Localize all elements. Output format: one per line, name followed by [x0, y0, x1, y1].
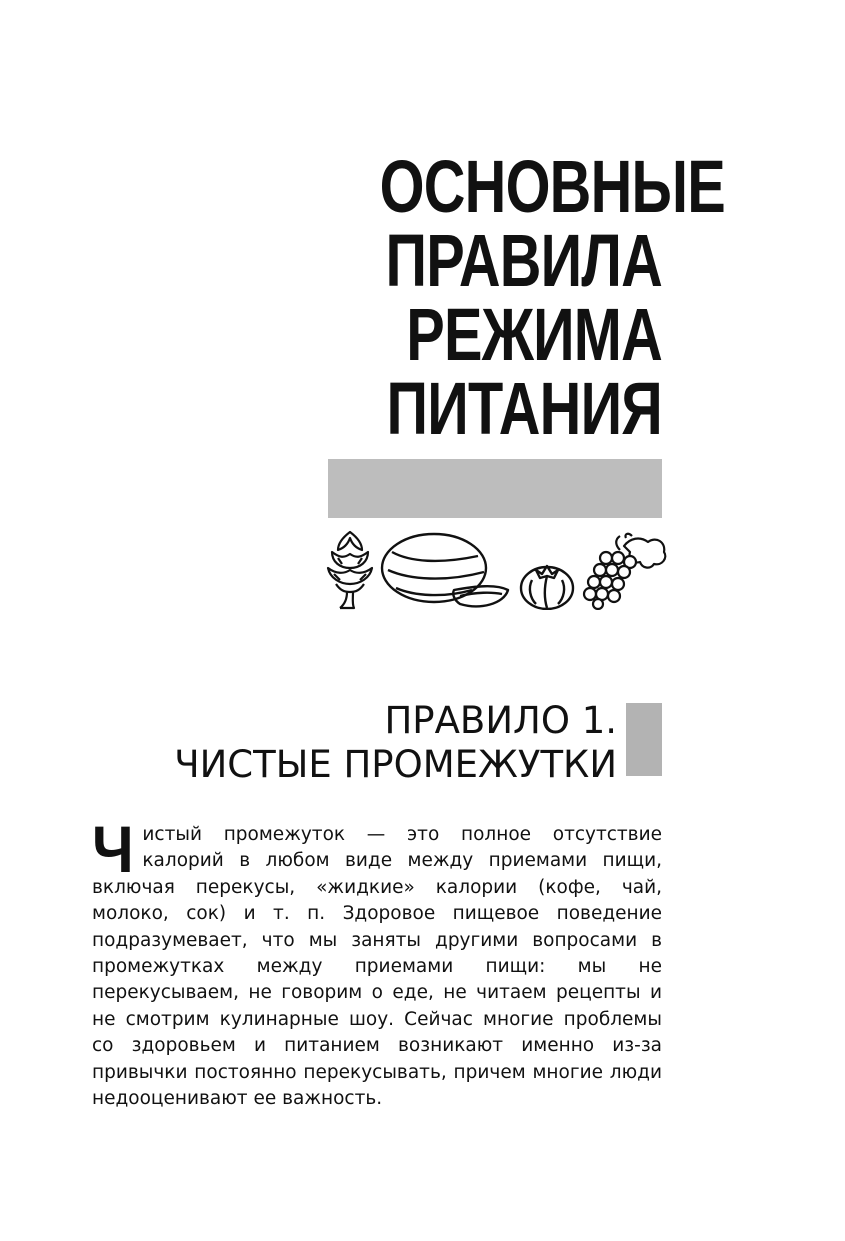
- chapter-title: [300, 145, 725, 450]
- paragraph-text: истый промежуток — это полное отсутствие калорий в любом виде между приемами пищи, включая перекусы, «жидкие» калории (кофе, чай, молоко, сок) и т. п. Здоровое пищевое поведение подразумевает, что мы заняты другими вопросами в промежутках между приемами пищи: мы не перекусываем, не говорим о еде, не читаем рецепты и не смотрим кулинарные шоу. Сейчас многие проблемы со здоровьем и питанием возникают именно из-за привычки постоянно перекусывать, причем многие люди недооценивают ее важность.: [92, 824, 662, 1110]
- section-heading: [100, 699, 617, 787]
- section-heading-line-1: ПРАВИЛО 1.: [384, 699, 617, 742]
- chapter-title-line-1: ОСНОВНЫЕ: [379, 145, 725, 228]
- chapter-title-line-2: ПРАВИЛА: [385, 219, 662, 302]
- melon-icon: [380, 528, 512, 610]
- chapter-title-line-3: РЕЖИМА: [406, 293, 662, 376]
- chapter-title-line-4: ПИТАНИЯ: [386, 367, 662, 450]
- drop-cap-letter: Ч: [92, 812, 134, 886]
- title-underline-bar: [328, 459, 662, 518]
- body-paragraph: [92, 812, 662, 1112]
- food-icons-row: [322, 528, 667, 613]
- tomato-icon: [518, 528, 576, 610]
- artichoke-icon: [322, 528, 378, 610]
- grapes-icon: [580, 528, 668, 610]
- section-heading-line-2: ЧИСТЫЕ ПРОМЕЖУТКИ: [174, 743, 617, 786]
- section-marker-bar: [626, 703, 662, 776]
